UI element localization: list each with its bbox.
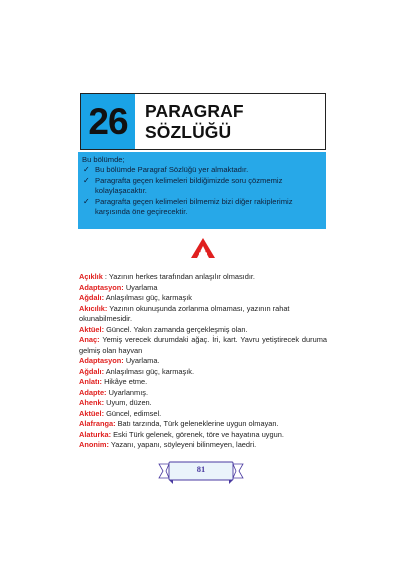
entry-definition: Anlaşılması güç, karmaşık: [105, 293, 192, 302]
entry-definition: Güncel, edimsel.: [106, 408, 162, 418]
entry-definition: Uyarlama.: [125, 356, 160, 365]
entry-term: Anonim:: [79, 440, 109, 449]
entry-definition: Uyarlama: [125, 282, 158, 292]
entry-definition: Yemiş verecek durumdaki ağaç. İri, kart. Yavru yetiştirecek duruma gelmiş olan hayvan: [79, 335, 327, 355]
entry-term: Anaç:: [79, 335, 100, 344]
letter-a-logo-icon: [190, 237, 216, 259]
chapter-header: [80, 93, 326, 150]
intro-list-item: [82, 165, 320, 175]
dictionary-entry: [79, 293, 327, 304]
entry-term: Aktüel:: [79, 324, 105, 334]
intro-lead: Bu bölümde;: [82, 155, 125, 164]
dictionary-entry: [79, 272, 327, 283]
intro-list-item: [82, 176, 320, 197]
dictionary-entry: [79, 419, 327, 430]
intro-box: [78, 152, 326, 229]
entry-term: Alafranga:: [79, 419, 116, 428]
dictionary-entries: [79, 272, 327, 451]
entry-definition: Yazanı, yapanı, söyleyeni bilinmeyen, laedri.: [110, 440, 257, 449]
check-icon: ✓: [83, 196, 90, 206]
entry-term: Ağdalı:: [79, 293, 105, 302]
dictionary-entry: [79, 367, 327, 378]
dictionary-entry: [79, 304, 327, 325]
entry-term: Adaptasyon:: [79, 282, 124, 292]
intro-item-text: Paragrafta geçen kelimeleri bilmemiz bizi diğer rakiplerimiz karşısında öne geçirecektir.: [95, 196, 293, 217]
dictionary-entry: [79, 325, 327, 336]
entry-term: Ağdalı:: [79, 366, 105, 376]
intro-item-text: Paragrafta geçen kelimeleri bildiğimizde soru çözmemiz kolaylaşacaktır.: [95, 175, 283, 196]
dictionary-entry: [79, 440, 327, 451]
entry-separator: :: [102, 272, 109, 281]
entry-definition: Batı tarzında, Türk geleneklerine uygun olmayan.: [117, 419, 279, 428]
dictionary-entry: [79, 388, 327, 399]
entry-term: Ahenk:: [79, 398, 105, 407]
check-icon: ✓: [83, 165, 90, 175]
chapter-title: PARAGRAF SÖZLÜĞÜ: [145, 100, 244, 142]
entry-definition: Anlaşılması güç, karmaşık.: [105, 366, 195, 376]
dictionary-entry: [79, 430, 327, 441]
entry-term: Adapte:: [79, 387, 107, 397]
entry-definition: Uyum, düzen.: [106, 398, 152, 407]
entry-definition: Uyarlanmış.: [108, 387, 149, 397]
chapter-number: 26: [81, 94, 135, 149]
entry-term: Akıcılık:: [79, 303, 108, 313]
entry-term: Adaptasyon:: [79, 356, 124, 365]
entry-term: Aktüel:: [79, 408, 105, 418]
entry-term: Alaturka:: [79, 429, 112, 439]
entry-definition: Hikâye etme.: [104, 377, 148, 386]
dictionary-entry: [79, 335, 327, 356]
entry-definition: Güncel. Yakın zamanda gerçekleşmiş olan.: [106, 324, 248, 334]
dictionary-entry: [79, 377, 327, 388]
page-number: 81: [196, 464, 206, 474]
entry-definition: Yazının herkes tarafından anlaşılır olmasıdır.: [108, 272, 255, 281]
intro-list-item: [82, 197, 320, 218]
dictionary-entry: [79, 283, 327, 294]
dictionary-entry: [79, 398, 327, 409]
dictionary-entry: [79, 356, 327, 367]
intro-item-text: Bu bölümde Paragraf Sözlüğü yer almaktadır.: [95, 165, 249, 175]
check-icon: ✓: [83, 175, 90, 185]
entry-definition: Yazının okunuşunda zorlanma olmaması, yazının rahat okunabilmesidir.: [79, 303, 290, 323]
dictionary-entry: [79, 409, 327, 420]
entry-term: Anlatı:: [79, 377, 102, 386]
entry-definition: Eski Türk gelenek, görenek, töre ve hayatına uygun.: [113, 429, 284, 439]
entry-term: Açıklık: [79, 272, 103, 281]
intro-list: [82, 165, 320, 217]
